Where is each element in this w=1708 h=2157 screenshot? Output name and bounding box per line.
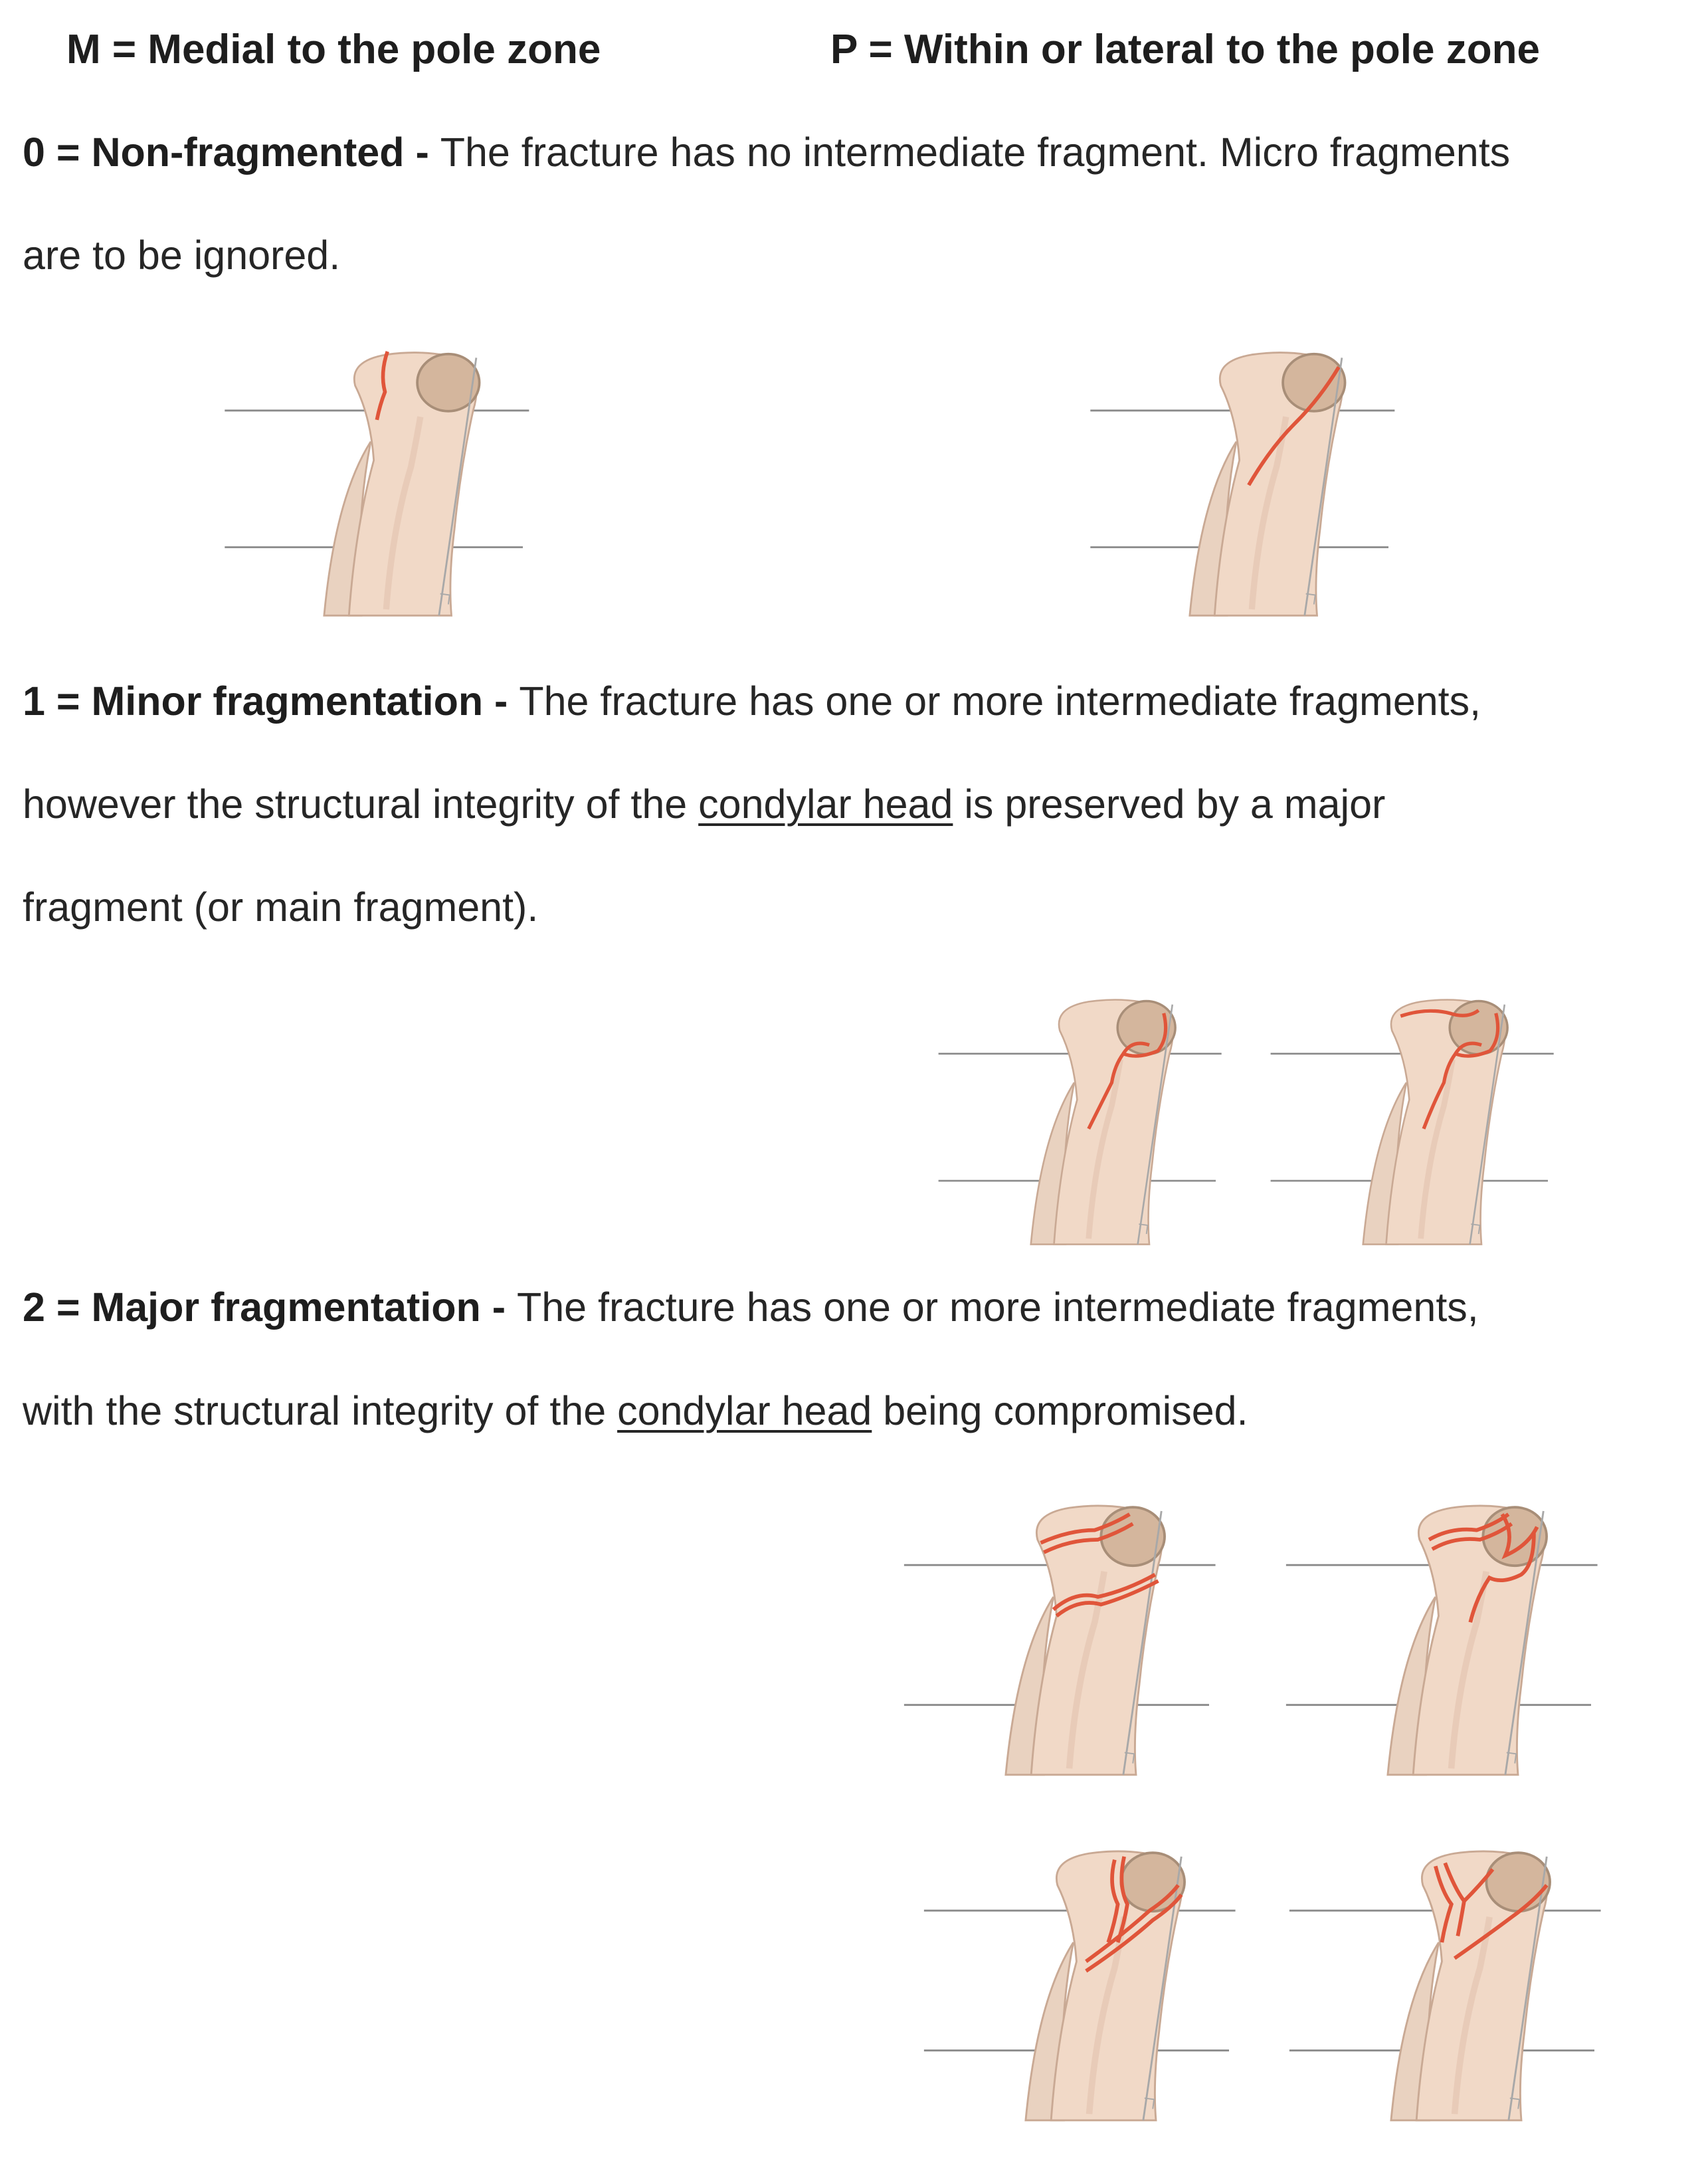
section-1-line-1: 1 = Minor fragmentation - The fracture has one or more intermediate fragments, (23, 678, 1481, 724)
legend-medial: M = Medial to the pole zone (66, 27, 601, 72)
illustration-1b (1262, 990, 1568, 1256)
illustration-1a (930, 990, 1236, 1256)
illustration-2a (897, 1495, 1229, 1788)
section-2-term: 2 = Major fragmentation (23, 1284, 481, 1330)
section-0-line-2: are to be ignored. (23, 233, 341, 278)
section-1-line-2: however the structural integrity of the condylar head is preserved by a major (23, 781, 1386, 827)
section-1-text-1: The fracture has one or more intermediate fragments, (519, 678, 1481, 724)
legend-lateral: P = Within or lateral to the pole zone (830, 27, 1540, 72)
condylar-head-link-1[interactable]: condylar head (698, 781, 953, 827)
section-0-text-1: The fracture has no intermediate fragment. Micro fragments (440, 130, 1511, 175)
illustration-0-medial (214, 342, 546, 628)
section-2-line-2: with the structural integrity of the condylar head being compromised. (23, 1388, 1248, 1433)
section-2-text-1: The fracture has one or more intermediate fragments, (516, 1284, 1479, 1330)
illustration-2c (920, 1841, 1246, 2133)
section-0-term: 0 = Non-fragmented (23, 130, 405, 175)
section-2-line-1: 2 = Major fragmentation - The fracture has one or more intermediate fragments, (23, 1284, 1479, 1330)
section-1-term: 1 = Minor fragmentation (23, 678, 484, 724)
illustration-2d (1285, 1841, 1611, 2133)
illustration-2b (1279, 1495, 1611, 1788)
section-0-line-1: 0 = Non-fragmented - The fracture has no intermediate fragment. Micro fragments (23, 130, 1511, 175)
illustration-0-lateral (1083, 342, 1408, 628)
condylar-head-link-2[interactable]: condylar head (617, 1388, 872, 1433)
section-1-line-3: fragment (or main fragment). (23, 884, 539, 930)
